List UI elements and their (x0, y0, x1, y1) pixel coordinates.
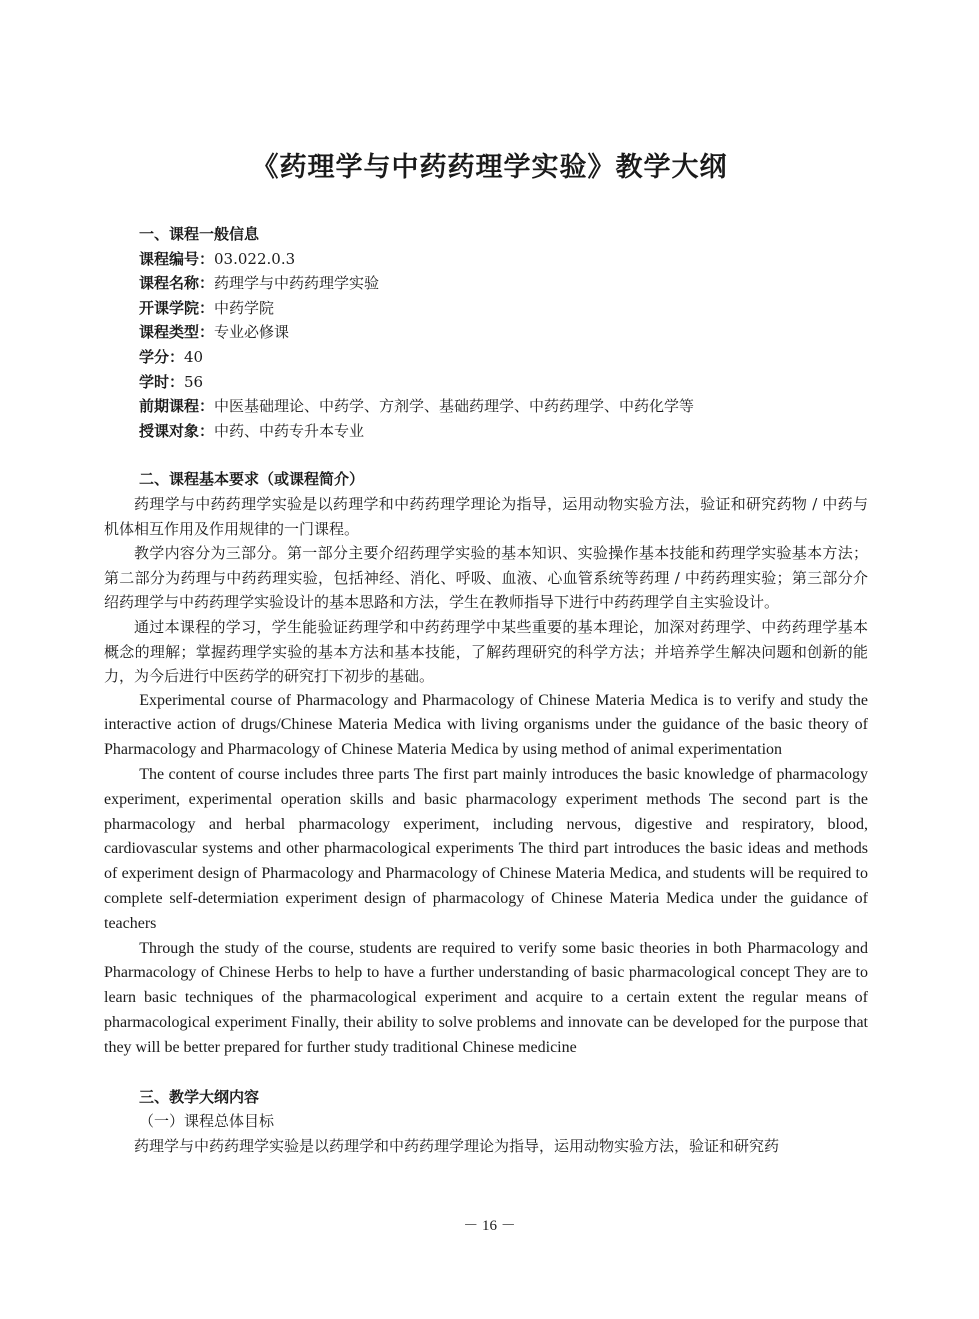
field-label: 前期课程： (139, 397, 215, 416)
paragraph-cn-intro: 药理学与中药药理学实验是以药理学和中药药理学理论为指导，运用动物实验方法，验证和研究药物 / 中药与机体相互作用及作用规律的一门课程。 (104, 494, 868, 538)
field-label: 学分： (139, 347, 185, 366)
field-value: 03.022.0.3 (214, 249, 296, 268)
field-label: 授课对象： (139, 421, 215, 440)
paragraph-cn-objective: 药理学与中药药理学实验是以药理学和中药药理学理论为指导，运用动物实验方法，验证和研究药 (134, 1136, 780, 1155)
field-course-code (139, 247, 868, 272)
paragraph-en-intro: Experimental course of Pharmacology and Pharmacology of Chinese Materia Medica is to verify and study the interactive action of drugs/Chinese Materia Medica with living organisms under the guidance of the basic theory of Pharmacology and Pharmacology of Chinese Materia Medica by using method of animal experimentation (104, 691, 868, 759)
section-spacer (104, 443, 868, 467)
field-value: 中医基础理论、中药学、方剂学、基础药理学、中药药理学、中药化学等 (214, 397, 695, 416)
paragraph-en-goals: Through the study of the course, students are required to verify some basic theories in both Pharmacology and Pharmacology of Chinese Herbs to help to have a further understanding of basic pharmacological concept They are to learn basic techniques of the pharmacological experiment and acquire to a certain extent the regular means of pharmacological experiment Finally, their ability to solve problems and innovate can be developed for the purpose that they will be better prepared for further study traditional Chinese medicine (104, 939, 868, 1056)
paragraph-en-content: The content of course includes three parts The first part mainly introduces the basic knowledge of pharmacology experiment, experimental operation skills and basic pharmacology experiment methods The second part is the pharmacology and herbal pharmacology experiment, including nervous, digestive and respiratory, blood, cardiovascular systems and other pharmacological experiments The third part introduces the basic ideas and methods of experiment design of Pharmacology and Pharmacology of Chinese Materia Medica, and students will be required to complete self-determiation experiment design of pharmacology of Chinese Materia Medica under the guidance of teachers (104, 766, 868, 932)
field-label: 学时： (139, 372, 185, 391)
document-title: 《药理学与中药药理学实验》教学大纲 (251, 152, 728, 183)
field-label: 开课学院： (139, 298, 215, 317)
field-course-type (139, 320, 868, 345)
field-college (139, 296, 868, 321)
field-value: 40 (184, 347, 204, 366)
page-number: － 16 － (463, 1218, 516, 1234)
field-value: 56 (184, 372, 204, 391)
section1-heading: 一、课程一般信息 (139, 225, 260, 243)
paragraph-cn-content: 教学内容分为三部分。第一部分主要介绍药理学实验的基本知识、实验操作基本技能和药理学实验基本方法；第二部分为药理与中药药理实验，包括神经、消化、呼吸、血液、心血管系统等药理 / 中药药理实验；第三部分介绍药理学与中药药理学实验设计的基本思路和方法，学生在教师指导下进行中药药理学自主实验设计。 (104, 544, 868, 612)
field-label: 课程类型： (139, 323, 215, 342)
field-hours (139, 370, 868, 395)
field-value: 专业必修课 (214, 323, 290, 342)
field-course-name (139, 271, 868, 296)
section3-subheading: （一）课程总体目标 (139, 1112, 275, 1131)
section3-heading: 三、教学大纲内容 (139, 1087, 260, 1106)
field-label: 课程编号： (139, 249, 215, 268)
field-prerequisites (139, 394, 868, 419)
paragraph-cn-goals: 通过本课程的学习，学生能验证药理学和中药药理学中某些重要的基本理论，加深对药理学、中药药理学基本概念的理解；掌握药理学实验的基本方法和基本技能，了解药理研究的科学方法；并培养学生解决问题和创新的能力，为今后进行中医药学的研究打下初步的基础。 (104, 617, 868, 686)
field-value: 中药学院 (214, 298, 275, 317)
field-audience (139, 419, 868, 444)
section2-heading: 二、课程基本要求（或课程简介） (139, 470, 365, 489)
field-value: 中药、中药专升本专业 (214, 421, 365, 440)
field-value: 药理学与中药药理学实验 (214, 274, 380, 293)
section-spacer (104, 1061, 868, 1085)
field-label: 课程名称： (139, 274, 215, 293)
document-body (104, 222, 868, 1158)
field-credits (139, 345, 868, 370)
